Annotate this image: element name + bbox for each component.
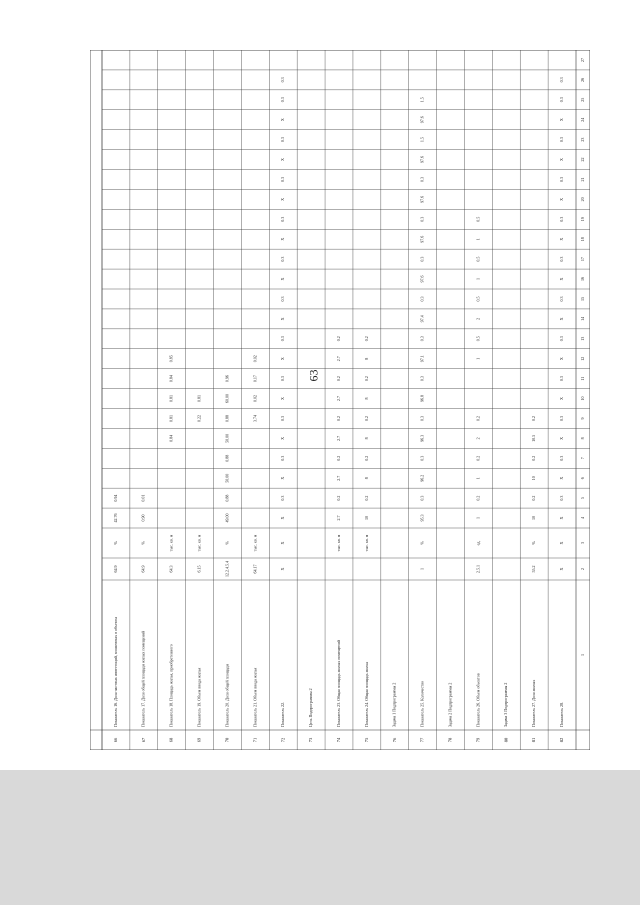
cell-value: 0.3 (558, 176, 564, 182)
row-unit: X (280, 541, 286, 545)
cell-value: 0.3 (280, 256, 286, 262)
cell-value: 0.17 (252, 375, 258, 383)
cell-value: 49.00 (224, 513, 230, 523)
cell-value: X (558, 397, 564, 400)
cell-value: X (280, 118, 286, 122)
cell-value: 0.2 (363, 495, 369, 501)
column-number: 26 (579, 77, 585, 82)
cell-value: 0.02 (252, 395, 258, 403)
cell-value: 0.3 (558, 495, 564, 501)
cell-value: 97.4 (419, 315, 425, 323)
cell-value: 2.7 (335, 435, 341, 441)
cell-value: 0.84 (168, 375, 174, 383)
cell-value: 96.3 (419, 434, 425, 442)
row-name: Показатель 23. Общая площадь жилых помещений (335, 640, 341, 727)
cell-value: 0.02 (252, 355, 258, 363)
cell-value: 0.81 (168, 395, 174, 403)
cell-value: X (558, 158, 564, 161)
column-number: 22 (579, 157, 585, 162)
cell-value: 0.5 (475, 336, 481, 342)
cell-value: X (280, 357, 286, 361)
column-number: 21 (579, 177, 585, 182)
cell-value: 0.3 (558, 137, 564, 143)
cell-value: X (558, 197, 564, 201)
row-code: X (558, 567, 564, 571)
column-number: 24 (579, 117, 585, 122)
row-number: 68 (168, 737, 174, 743)
cell-value: 2.7 (335, 475, 341, 481)
cell-value: 0.3 (558, 77, 564, 83)
cell-value: 0.2 (363, 336, 369, 342)
row-unit: % (112, 541, 118, 545)
row-code: 55.2 (531, 565, 537, 573)
cell-value: X (280, 476, 286, 480)
cell-value: 97.6 (419, 195, 425, 203)
cell-value: 8 (363, 477, 369, 480)
cell-value: 97.1 (419, 355, 425, 363)
cell-value: 0.3 (419, 336, 425, 342)
cell-value: X (280, 197, 286, 201)
row-name: Показатель 22. (280, 701, 286, 727)
column-number: 10 (579, 396, 585, 401)
cell-value: 0.3 (280, 176, 286, 182)
row-code: 1 (419, 568, 425, 570)
cell-value: 10.5 (531, 434, 537, 442)
row-name: Показатель 25. Количество (419, 681, 425, 727)
cell-value: 0.81 (168, 414, 174, 422)
column-number: 15 (579, 296, 585, 301)
cell-value: X (280, 397, 286, 400)
cell-value: 2.7 (335, 515, 341, 521)
cell-value: 0.88 (224, 494, 230, 502)
row-unit: тыс. кв. м (252, 534, 258, 552)
cell-value: 42.76 (112, 513, 118, 523)
cell-value: 97.6 (419, 116, 425, 124)
cell-value: X (280, 237, 286, 241)
column-number: 12 (579, 356, 585, 361)
cell-value: 0.2 (363, 376, 369, 382)
row-name: Показатель 16. Доля частных инвестиций, вложенных в объекты (112, 616, 118, 727)
cell-value: 96.8 (419, 395, 425, 403)
cell-value: 1 (475, 357, 481, 360)
cell-value: 1 (475, 477, 481, 480)
cell-value: 0.3 (558, 296, 564, 302)
cell-value: 0.2 (475, 415, 481, 421)
column-number: 25 (579, 97, 585, 102)
cell-value: 0.2 (363, 415, 369, 421)
cell-value: X (280, 277, 286, 281)
row-code: 64.17 (252, 564, 258, 574)
cell-value: 3.74 (252, 414, 258, 422)
cell-value: 0.3 (558, 97, 564, 103)
row-name: Показатель 24. Общая площадь жилья (363, 661, 369, 727)
row-unit: тыс. кв. м (196, 534, 202, 552)
column-number: 17 (579, 257, 585, 262)
cell-value: 1.5 (419, 137, 425, 143)
cell-value: 1 (475, 517, 481, 520)
row-name: Показатель 18. Площадь жилья, приобретенного (168, 644, 174, 727)
cell-value: 2 (475, 317, 481, 320)
row-unit: X (558, 541, 564, 545)
table-grid (90, 50, 590, 750)
column-number: 27 (579, 57, 585, 62)
row-number: 82 (559, 737, 565, 743)
row-name: Цель Подпрограммы 2 (308, 688, 314, 727)
row-name: Показатель 21. Объем ввода жилья (252, 667, 258, 727)
row-name: Показатель 20. Доля общей площади (224, 664, 230, 727)
row-unit: ед. (475, 540, 481, 546)
cell-value: 2 (475, 437, 481, 440)
row-number: 70 (224, 737, 230, 743)
column-number: 16 (579, 277, 585, 282)
row-number: 80 (503, 737, 509, 743)
cell-value: 0.84 (168, 434, 174, 442)
row-name: Показатель 17. Доля общей площади жилых помещений (140, 630, 146, 727)
column-number: 2 (579, 568, 585, 570)
cell-value: 0.3 (280, 296, 286, 302)
cell-value: 1 (475, 278, 481, 281)
cell-value: 0.3 (280, 97, 286, 103)
page-number: 63 (306, 369, 321, 382)
cell-value: 0.3 (280, 77, 286, 83)
row-code: 64.3 (168, 565, 174, 573)
row-unit: % (419, 541, 425, 545)
cell-value: 0.2 (475, 455, 481, 461)
cell-value: 97.6 (419, 275, 425, 283)
cell-value: 10 (531, 516, 537, 521)
cell-value: 0.3 (558, 415, 564, 421)
row-name: Задача 2 Подпрограммы 2 (447, 682, 453, 727)
cell-value: 0.2 (531, 495, 537, 501)
cell-value: X (280, 158, 286, 161)
column-number: 4 (579, 517, 585, 520)
cell-value: 97.6 (419, 235, 425, 243)
cell-value: 2.7 (335, 396, 341, 402)
cell-value: 0.3 (280, 455, 286, 461)
row-number: 71 (252, 737, 258, 743)
column-number: 1 (579, 654, 585, 656)
cell-value: 0.3 (558, 336, 564, 342)
cell-value: 0.3 (280, 376, 286, 382)
cell-value: 0.2 (335, 376, 341, 382)
cell-value: 0.22 (196, 414, 202, 422)
row-code: 64.9 (112, 565, 118, 573)
column-number: 7 (579, 457, 585, 460)
cell-value: X (558, 237, 564, 241)
cell-value: 50.00 (224, 433, 230, 443)
cell-value: 0.3 (419, 216, 425, 222)
cell-value: 0.3 (419, 415, 425, 421)
column-number: 13 (579, 336, 585, 341)
row-number: 67 (140, 737, 146, 743)
row-name: Показатель 19. Объем ввода жилья (196, 667, 202, 727)
cell-value: X (558, 476, 564, 480)
row-code: 2.5.1 (475, 565, 481, 573)
column-number: 14 (579, 316, 585, 321)
cell-value: 8 (363, 397, 369, 400)
cell-value: 10 (363, 516, 369, 521)
row-name: Задача 1 Подпрограммы 2 (391, 682, 397, 727)
cell-value: 0.2 (531, 455, 537, 461)
cell-value: 0.3 (558, 216, 564, 222)
cell-value: X (280, 317, 286, 321)
row-number: 69 (196, 737, 202, 743)
cell-value: 50.00 (224, 473, 230, 483)
cell-value: 0.3 (419, 455, 425, 461)
row-name: Задача 3 Подпрограммы 2 (503, 682, 509, 727)
cell-value: 8 (363, 357, 369, 360)
row-number: 75 (363, 737, 369, 743)
row-unit: тыс. кв. м (363, 534, 369, 552)
cell-value: 96.2 (419, 474, 425, 482)
cell-value: X (558, 317, 564, 321)
cell-value: 0.88 (224, 454, 230, 462)
row-number: 81 (531, 737, 537, 743)
cell-value: 0.3 (419, 495, 425, 501)
cell-value: 0.3 (280, 495, 286, 501)
row-number: 74 (336, 737, 342, 743)
cell-value: X (558, 436, 564, 440)
row-unit: % (224, 541, 230, 545)
column-number: 11 (579, 376, 585, 381)
cell-value: 0.88 (224, 414, 230, 422)
row-unit: тыс. кв. м (168, 534, 174, 552)
row-name: Показатель 27. Доля жилых (531, 679, 537, 727)
cell-value: 0.81 (196, 395, 202, 403)
cell-value: X (558, 277, 564, 281)
cell-value: 0.3 (419, 376, 425, 382)
cell-value: 0.3 (558, 256, 564, 262)
row-number: 76 (391, 737, 397, 743)
cell-value: X (558, 357, 564, 361)
row-code: 64.9 (140, 565, 146, 573)
cell-value: 0.85 (168, 355, 174, 363)
column-number: 3 (579, 542, 585, 544)
cell-value: X (280, 436, 286, 440)
row-unit: тыс. кв. м (335, 534, 341, 552)
cell-value: 0.2 (475, 495, 481, 501)
row-unit: % (140, 541, 146, 545)
cell-value: X (558, 118, 564, 122)
row-code: 12.2.4.5.4 (224, 561, 230, 577)
cell-value: 95.3 (419, 514, 425, 522)
cell-value: 0.2 (335, 415, 341, 421)
column-number: 23 (579, 137, 585, 142)
row-name: Показатель 26. Объем объектов (475, 673, 481, 727)
cell-value: 0.5 (475, 256, 481, 262)
column-number: 8 (579, 437, 585, 440)
cell-value: 1.5 (419, 97, 425, 103)
column-number: 20 (579, 197, 585, 202)
rotated-table (90, 50, 590, 750)
cell-value: 0.5 (475, 296, 481, 302)
cell-value: 0.3 (280, 336, 286, 342)
cell-value: 0.3 (558, 455, 564, 461)
cell-value: 0.2 (335, 455, 341, 461)
cell-value: 1 (475, 238, 481, 241)
cell-value: 0.3 (419, 176, 425, 182)
cell-value: 0.90 (140, 514, 146, 522)
row-code: X (280, 567, 286, 571)
cell-value: 0.94 (112, 494, 118, 502)
cell-value: 8 (363, 437, 369, 440)
cell-value: 97.6 (419, 156, 425, 164)
column-number: 18 (579, 237, 585, 242)
cell-value: 60.00 (224, 394, 230, 404)
row-number: 79 (475, 737, 481, 743)
row-number: 73 (308, 737, 314, 743)
cell-value: 10 (531, 476, 537, 481)
cell-value: 0.2 (335, 495, 341, 501)
column-number: 9 (579, 417, 585, 420)
row-unit: % (531, 541, 537, 545)
cell-value: 0.5 (475, 216, 481, 222)
cell-value: 0.3 (419, 296, 425, 302)
cell-value: X (280, 516, 286, 520)
row-number: 77 (419, 737, 425, 743)
column-number: 19 (579, 217, 585, 222)
cell-value: 0.01 (140, 494, 146, 502)
cell-value: 0.2 (363, 455, 369, 461)
cell-value: 0.3 (280, 216, 286, 222)
row-code: 6.15 (196, 565, 202, 573)
cell-value: 0.3 (280, 415, 286, 421)
cell-value: 2.7 (335, 356, 341, 362)
row-number: 66 (112, 737, 118, 743)
column-number: 6 (579, 477, 585, 480)
cell-value: 0.96 (224, 375, 230, 383)
cell-value: 0.3 (558, 376, 564, 382)
column-number: 5 (579, 497, 585, 500)
row-number: 78 (447, 737, 453, 743)
row-name: Показатель 28. (558, 701, 564, 727)
row-number: 72 (280, 737, 286, 743)
cell-value: 0.2 (335, 336, 341, 342)
cell-value: 0.2 (531, 415, 537, 421)
cell-value: 0.3 (280, 137, 286, 143)
cell-value: X (558, 516, 564, 520)
cell-value: 0.3 (419, 256, 425, 262)
